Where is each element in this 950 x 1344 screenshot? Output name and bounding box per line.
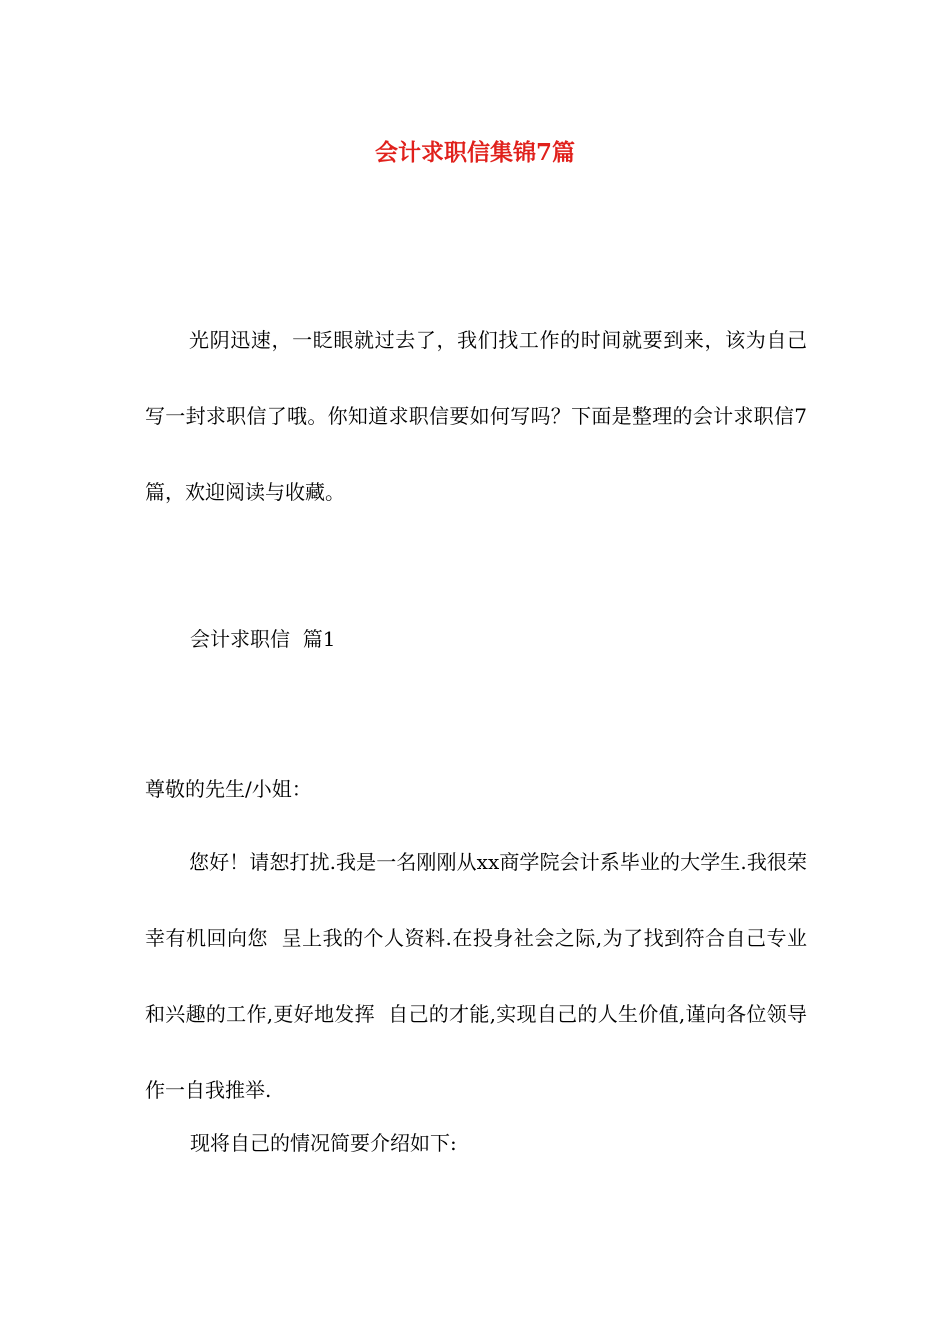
document-title: 会计求职信集锦7篇	[374, 139, 575, 166]
body-paragraph: 您好！请恕打扰.我是一名刚刚从xx商学院会计系毕业的大学生.我很荣幸有机回向您 呈上我的个人资料.在投身社会之际,为了找到符合自己专业和兴趣的工作,更好地发挥 自己的才能,实现自己的人生价值,谨向各位领导作一自我推举.	[145, 850, 807, 1102]
salutation: 尊敬的先生/小姐：	[145, 777, 312, 801]
closing-line: 现将自己的情况简要介绍如下:	[190, 1131, 457, 1155]
section-heading: 会计求职信 篇1	[190, 627, 336, 651]
intro-paragraph: 光阴迅速，一眨眼就过去了，我们找工作的时间就要到来，该为自己写一封求职信了哦。你知道求职信要如何写吗？下面是整理的会计求职信7篇，欢迎阅读与收藏。	[145, 328, 807, 504]
